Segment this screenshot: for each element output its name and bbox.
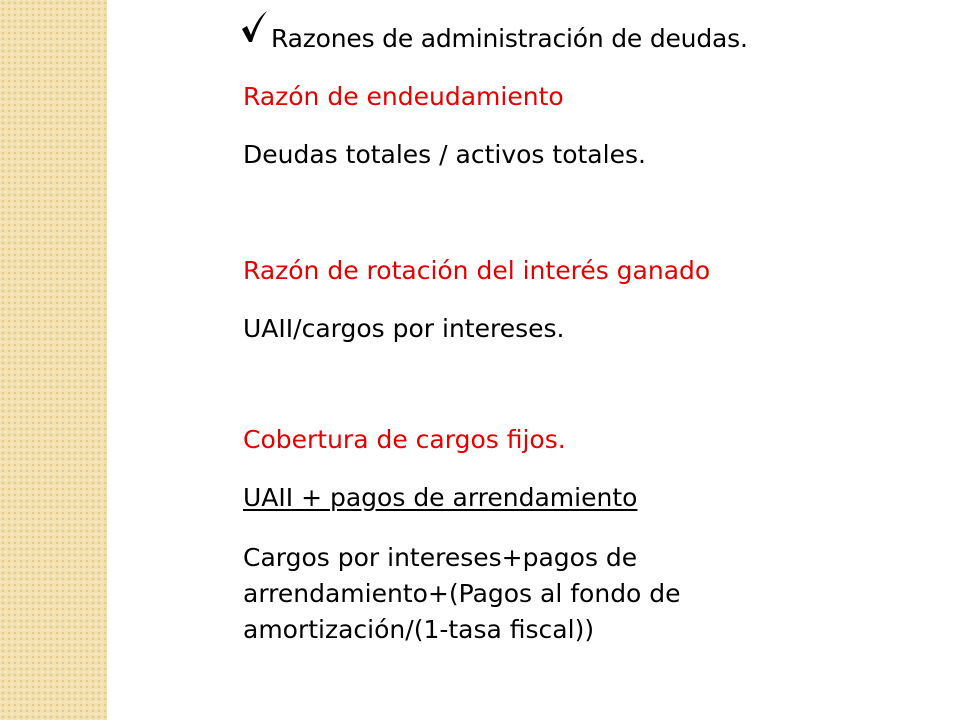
slide-heading [247, 24, 748, 54]
item-title-fixed-charge-coverage: Cobertura de cargos fijos. [243, 425, 566, 454]
heading-text: Razones de administración de deudas. [271, 24, 748, 53]
item-title-debt-ratio: Razón de endeudamiento [243, 82, 564, 111]
item-formula-interest-coverage: UAII/cargos por intereses. [243, 314, 565, 343]
item-numerator-fixed-charge: UAII + pagos de arrendamiento [243, 483, 638, 512]
item-formula-debt-ratio: Deudas totales / activos totales. [243, 140, 646, 169]
checkmark-icon [239, 10, 269, 44]
item-title-interest-coverage: Razón de rotación del interés ganado [243, 256, 711, 285]
decorative-side-band [0, 0, 107, 720]
item-denominator-fixed-charge: Cargos por intereses+pagos de arrendamiento+(Pagos al fondo de amortización/(1-tasa fiscal)) [243, 543, 681, 644]
